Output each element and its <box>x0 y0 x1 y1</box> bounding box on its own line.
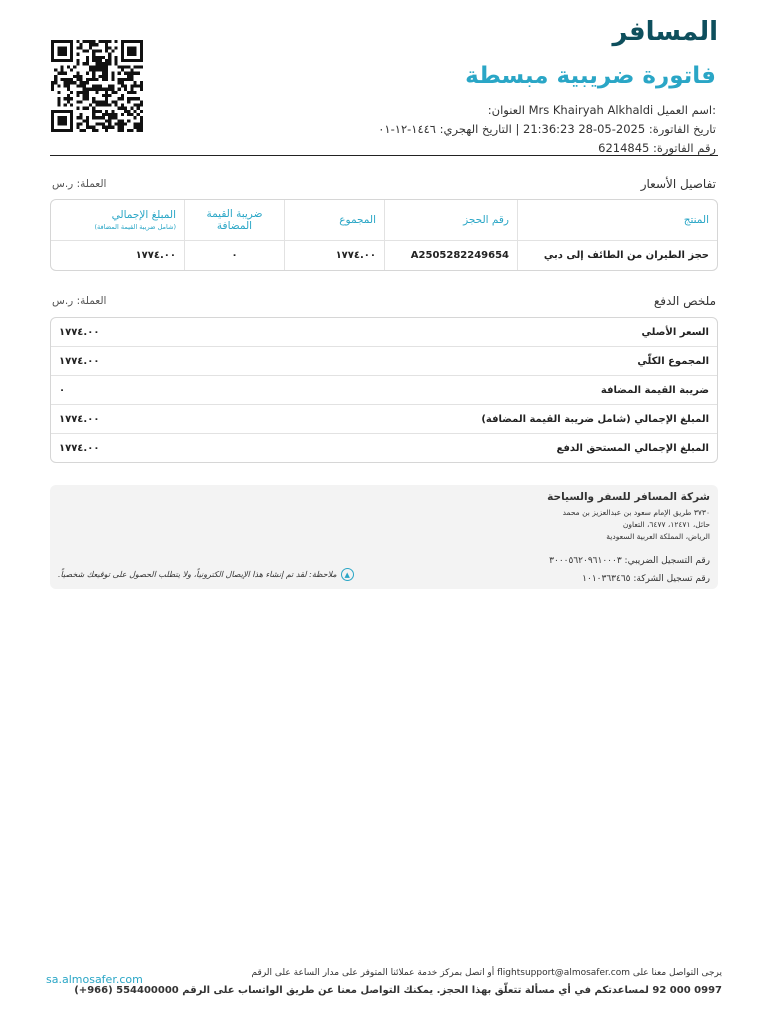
company-name: شركة المسافر للسفر والسياحة <box>547 491 710 503</box>
footer-line-1: يرجى التواصل معنا على flightsupport@almosafer.com أو اتصل بمركز خدمة عملائنا المتوفر على مدار الساعة على الرقم <box>251 968 722 978</box>
summary-label: السعر الأصلي <box>641 326 709 338</box>
price-currency: العملة: ر.س <box>52 178 107 190</box>
list-item <box>51 347 717 376</box>
list-item <box>51 318 717 347</box>
list-item <box>51 405 717 434</box>
summary-label: المجموع الكلّي <box>637 355 709 367</box>
note-text: ملاحظة: لقد تم إنشاء هذا الإيصال الكترونياً، ولا يتطلب الحصول على توقيعك شخصياً. <box>58 570 337 579</box>
vat-cell: ٠ <box>184 241 284 270</box>
invoice-number-line: رقم الفاتورة: 6214845 <box>598 141 716 155</box>
tax-registration: رقم التسجيل الضريبي: ٣٠٠٠٥٦٢٠٩٦١٠٠٠٣ <box>549 556 710 566</box>
header-divider <box>50 155 718 156</box>
col-total-label: المبلغ الإجمالي <box>111 209 176 221</box>
brand-logo <box>612 18 718 46</box>
product-cell: حجز الطيران من الطائف إلى دبي <box>517 241 717 270</box>
invoice-date-line: تاريخ الفاتورة: 2025-05-28 21:36:23 | التاريخ الهجري: ١٤٤٦-١٢-٠١ <box>378 122 716 136</box>
invoice-meta <box>378 101 716 158</box>
summary-value: ١٧٧٤.٠٠ <box>59 442 100 454</box>
booking-cell: A2505282249654 <box>384 241 517 270</box>
summary-label: المبلغ الإجمالي المستحق الدفع <box>556 442 709 454</box>
footer-line-2: 0997 000 92 لمساعدتكم في أي مسألة تتعلّق بهذا الحجز. يمكنك التواصل معنا عن طريق الواتساب على الرقم 554400000 (966+) <box>74 985 722 996</box>
company-registration-number: رقم تسجيل الشركة: ١٠١٠٣٦٣٤٦٥ <box>582 574 710 584</box>
address-line-1: ٣٧٣٠ طريق الإمام سعود بن عبدالعزيز بن محمد <box>562 508 710 517</box>
total-cell: ١٧٧٤.٠٠ <box>135 250 176 261</box>
summary-label: ضريبة القيمة المضافة <box>600 384 709 396</box>
summary-value: ١٧٧٤.٠٠ <box>59 326 100 338</box>
company-info-box <box>50 485 718 589</box>
note-icon: ▲ <box>341 568 354 581</box>
summary-value: ١٧٧٤.٠٠ <box>59 355 100 367</box>
logo-text: المسافر <box>612 17 718 47</box>
electronic-receipt-note <box>58 568 354 581</box>
sum-cell: ١٧٧٤.٠٠ <box>284 241 384 270</box>
col-booking: رقم الحجز <box>384 200 517 240</box>
price-table-header <box>51 200 717 241</box>
list-item <box>51 434 717 462</box>
payment-summary-table <box>50 317 718 463</box>
company-registration <box>549 552 710 588</box>
col-total <box>51 200 184 240</box>
qr-code-icon <box>48 40 146 132</box>
summary-value: ٠ <box>59 384 66 396</box>
address-line-2: حائل، ١٢٤٧١، ٦٤٧٧، التعاون <box>622 520 710 529</box>
col-sum: المجموع <box>284 200 384 240</box>
price-details-title: تفاصيل الأسعار <box>640 177 716 191</box>
col-total-sub: (شامل ضريبة القيمة المضافة) <box>94 223 176 231</box>
payment-summary-title: ملخص الدفع <box>653 294 716 308</box>
website-link[interactable]: sa.almosafer.com <box>46 973 143 986</box>
price-table <box>50 199 718 271</box>
summary-label: المبلغ الإجمالي (شامل ضريبة القيمة المضافة) <box>481 413 709 425</box>
summary-value: ١٧٧٤.٠٠ <box>59 413 100 425</box>
col-vat: ضريبة القيمة المضافة <box>184 200 284 240</box>
list-item <box>51 376 717 405</box>
customer-line: :اسم العميل Mrs Khairyah Alkhaldi العنوان: <box>487 103 716 117</box>
footer-contact <box>74 965 722 999</box>
table-row <box>51 241 717 270</box>
invoice-title: فاتورة ضريبية مبسطة <box>465 63 716 89</box>
col-product: المنتج <box>517 200 717 240</box>
payment-currency: العملة: ر.س <box>52 295 107 307</box>
company-address <box>563 507 710 543</box>
address-line-3: الرياض، المملكة العربية السعودية <box>606 532 710 541</box>
